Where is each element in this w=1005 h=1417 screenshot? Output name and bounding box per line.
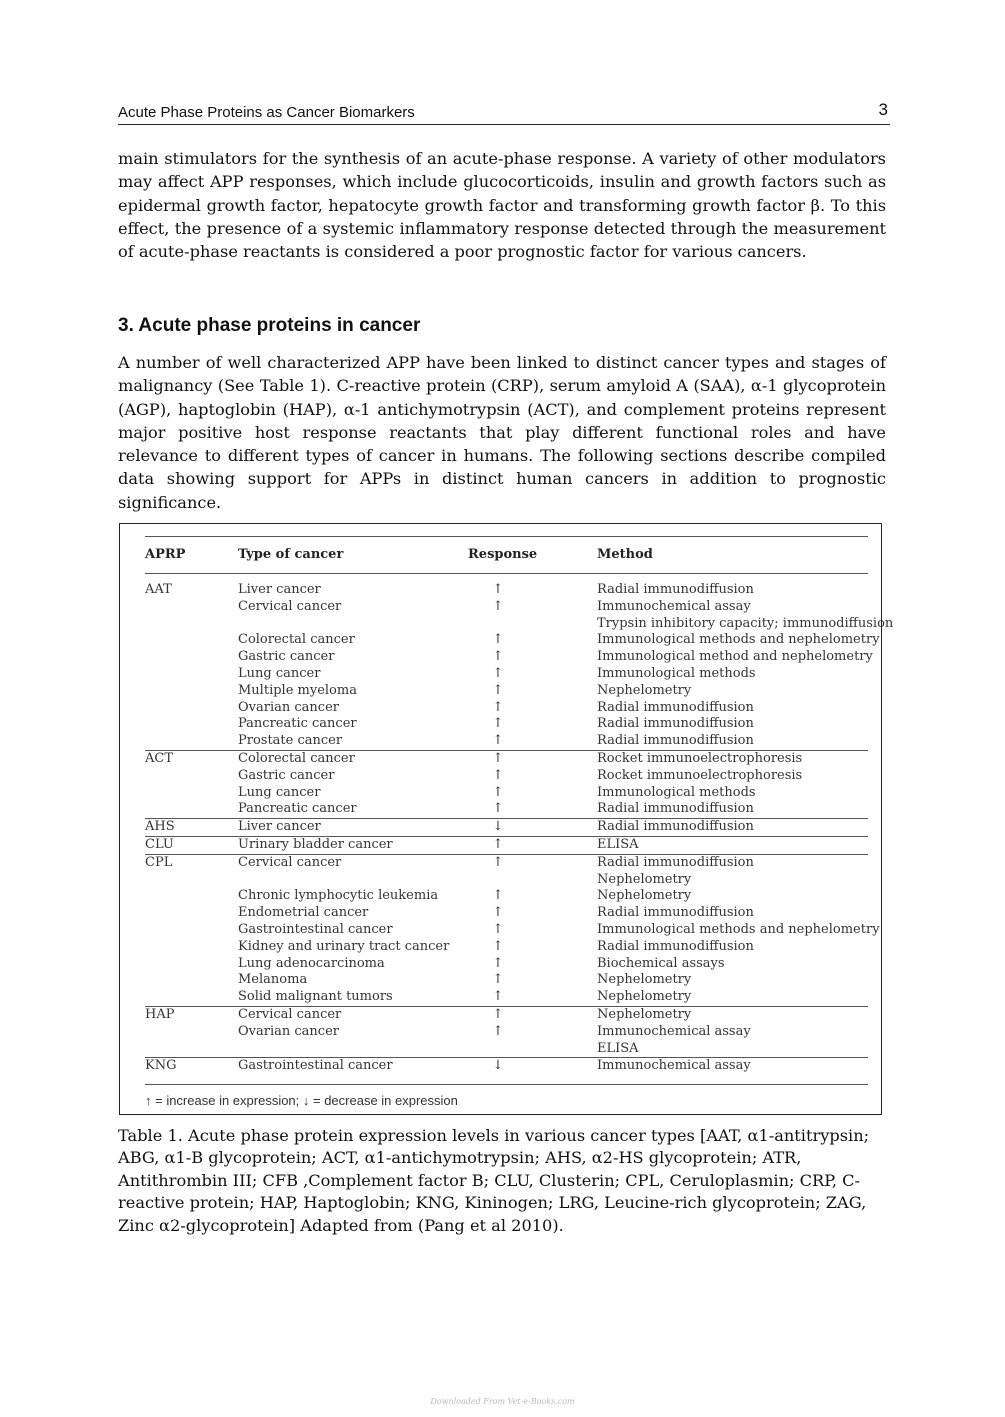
table-row [145, 785, 868, 802]
table-row [145, 818, 868, 836]
row-method: Rocket immunoelectrophoresis [597, 767, 803, 783]
header-type: Type of cancer [238, 547, 344, 562]
row-method: Radial immunodiffusion [597, 854, 754, 870]
row-method: Radial immunodiffusion [597, 733, 754, 749]
header-aprp: APRP [145, 547, 186, 562]
row-response: ↑ [492, 888, 504, 904]
table-row [145, 872, 868, 889]
row-method: Trypsin inhibitory capacity; immunodiffusion [597, 615, 894, 631]
row-type: Lung cancer [238, 665, 321, 681]
row-response: ↑ [492, 801, 504, 817]
header-method: Method [597, 547, 653, 562]
row-type: Solid malignant tumors [238, 989, 393, 1005]
row-method: Radial immunodiffusion [597, 819, 754, 835]
running-title: Acute Phase Proteins as Cancer Biomarkers [118, 104, 415, 121]
row-type: Colorectal cancer [238, 632, 355, 648]
row-type: Ovarian cancer [238, 699, 339, 715]
row-type: Urinary bladder cancer [238, 836, 393, 852]
table-row [145, 582, 868, 599]
paragraph-2: A number of well characterized APP have been linked to distinct cancer types and stages of malignancy (See Table 1). C-reactive protein (CRP), serum amyloid A (SAA), α-1 glycoprotein (AGP), haptoglobin (HAP), α-1 antichymotrypsin (ACT), and complement proteins represent major positive host response reactants that play different functional roles and have relevance to different types of cancer in humans. The following sections describe compiled data showing support for APPs in distinct human cancers in addition to prognostic significance. [118, 353, 886, 512]
table-body [145, 574, 894, 1075]
table-row [145, 989, 868, 1006]
table-row [145, 733, 868, 750]
table-row [145, 854, 868, 872]
row-method: Immunochemical assay [597, 1058, 751, 1074]
running-header [118, 100, 890, 125]
row-method: Radial immunodiffusion [597, 801, 754, 817]
row-method: Radial immunodiffusion [597, 699, 754, 715]
table-row [145, 1024, 868, 1041]
table-row [145, 956, 868, 973]
row-method: Nephelometry [597, 682, 692, 698]
row-method: Immunological methods and nephelometry [597, 632, 880, 648]
row-type: Gastrointestinal cancer [238, 921, 393, 937]
row-method: Nephelometry [597, 1006, 692, 1022]
row-response: ↑ [492, 716, 504, 732]
row-method: Radial immunodiffusion [597, 716, 754, 732]
row-type: Gastrointestinal cancer [238, 1058, 393, 1074]
row-response: ↑ [492, 836, 504, 852]
table-row [145, 939, 868, 956]
row-method: Immunological methods and nephelometry [597, 921, 880, 937]
row-method: Radial immunodiffusion [597, 938, 754, 954]
row-type: Ovarian cancer [238, 1023, 339, 1039]
table-header-row [145, 536, 868, 574]
row-response: ↑ [492, 733, 504, 749]
row-response: ↑ [492, 1023, 504, 1039]
row-method: ELISA [597, 1040, 639, 1056]
table-bottom-rule [145, 1084, 868, 1085]
row-response: ↑ [492, 682, 504, 698]
row-type: Lung cancer [238, 784, 321, 800]
row-method: Immunological methods [597, 784, 756, 800]
row-response: ↑ [492, 767, 504, 783]
row-type: Lung adenocarcinoma [238, 955, 385, 971]
table-row [145, 1041, 868, 1058]
row-type: Liver cancer [238, 819, 321, 835]
table-row [145, 921, 880, 939]
row-aprp: ACT [145, 750, 174, 766]
table-row [145, 1006, 868, 1024]
row-type: Cervical cancer [238, 854, 342, 870]
row-response: ↑ [492, 582, 504, 597]
row-response: ↑ [492, 955, 504, 971]
row-type: Pancreatic cancer [238, 801, 357, 817]
row-method: Radial immunodiffusion [597, 582, 754, 597]
row-type: Gastric cancer [238, 767, 335, 783]
row-method: Immunochemical assay [597, 598, 751, 614]
row-type: Multiple myeloma [238, 682, 357, 698]
row-method: Nephelometry [597, 871, 692, 887]
row-type: Gastric cancer [238, 649, 335, 665]
row-type: Endometrial cancer [238, 905, 369, 921]
table-row [145, 836, 868, 854]
table-frame [119, 523, 894, 1115]
table-row [145, 716, 868, 733]
row-aprp: AHS [145, 819, 175, 835]
table-row [145, 905, 868, 922]
section-heading: 3. Acute phase proteins in cancer [118, 315, 421, 336]
row-type: Cervical cancer [238, 598, 342, 614]
page-number: 3 [878, 100, 888, 119]
row-type: Melanoma [238, 972, 308, 988]
table-row [145, 750, 868, 768]
table-row [145, 768, 868, 785]
row-method: Immunological methods [597, 665, 756, 681]
row-type: Liver cancer [238, 582, 321, 597]
row-type: Pancreatic cancer [238, 716, 357, 732]
table-row [145, 632, 880, 649]
table-row [145, 683, 868, 700]
row-method: Immunological method and nephelometry [597, 649, 873, 665]
row-response: ↑ [492, 632, 504, 648]
row-aprp: KNG [145, 1058, 177, 1074]
row-method: Nephelometry [597, 989, 692, 1005]
row-response: ↑ [492, 750, 504, 766]
row-response: ↑ [492, 989, 504, 1005]
row-method: Rocket immunoelectrophoresis [597, 750, 803, 766]
table-caption: Table 1. Acute phase protein expression levels in various cancer types [AAT, α1-antitrypsin; ABG, α1-B glycoprotein; ACT, α1-antichymotrypsin; AHS, α2-HS glycoprotein; ATR, Antithrombin III; CFB ,Complement factor B; CLU, Clusterin; CPL, Ceruloplasmin; CRP, C-reactive protein; HAP, Haptoglobin; KNG, Kininogen; LRG, Leucine-rich glycoprotein; ZAG, Zinc α2-glycoprotein] Adapted from (Pang et al 2010). [118, 1126, 870, 1235]
row-response: ↑ [492, 598, 504, 614]
row-aprp: HAP [145, 1006, 175, 1022]
row-method: Nephelometry [597, 972, 692, 988]
table-row [145, 700, 868, 717]
row-response: ↓ [492, 819, 504, 835]
table-row [145, 1057, 868, 1075]
app-table [145, 536, 894, 1109]
table-row [145, 599, 868, 616]
row-response: ↑ [492, 649, 504, 665]
table-row [145, 666, 868, 683]
table-row [145, 801, 868, 818]
row-response: ↑ [492, 854, 504, 870]
table-row [145, 972, 868, 989]
table-footnote: ↑ = increase in expression; ↓ = decrease in expression [145, 1093, 458, 1109]
row-type: Chronic lymphocytic leukemia [238, 888, 439, 904]
row-method: Biochemical assays [597, 955, 725, 971]
row-response: ↑ [492, 1006, 504, 1022]
row-type: Colorectal cancer [238, 750, 355, 766]
table-row [145, 649, 873, 666]
row-response: ↑ [492, 921, 504, 937]
row-response: ↑ [492, 905, 504, 921]
table-row [145, 888, 868, 905]
row-response: ↓ [492, 1058, 504, 1074]
row-type: Kidney and urinary tract cancer [238, 938, 450, 954]
row-response: ↑ [492, 972, 504, 988]
row-aprp: CLU [145, 836, 174, 852]
row-response: ↑ [492, 699, 504, 715]
row-response: ↑ [492, 938, 504, 954]
row-method: ELISA [597, 836, 639, 852]
row-type: Prostate cancer [238, 733, 343, 749]
row-type: Cervical cancer [238, 1006, 342, 1022]
row-method: Radial immunodiffusion [597, 905, 754, 921]
row-method: Immunochemical assay [597, 1023, 751, 1039]
table-row [145, 615, 894, 633]
row-response: ↑ [492, 665, 504, 681]
paragraph-1: main stimulators for the synthesis of an acute-phase response. A variety of other modulators may affect APP responses, which include glucocorticoids, insulin and growth factors such as epidermal growth factor, hepatocyte growth factor and transforming growth factor β. To this effect, the presence of a systemic inflammatory response detected through the measurement of acute-phase reactants is considered a poor prognostic factor for various cancers. [118, 149, 886, 262]
row-aprp: CPL [145, 854, 173, 870]
row-aprp: AAT [145, 582, 172, 597]
row-response: ↑ [492, 784, 504, 800]
header-response: Response [468, 547, 538, 562]
watermark: Downloaded From Vet-e-Books.com [430, 1397, 575, 1406]
row-method: Nephelometry [597, 888, 692, 904]
